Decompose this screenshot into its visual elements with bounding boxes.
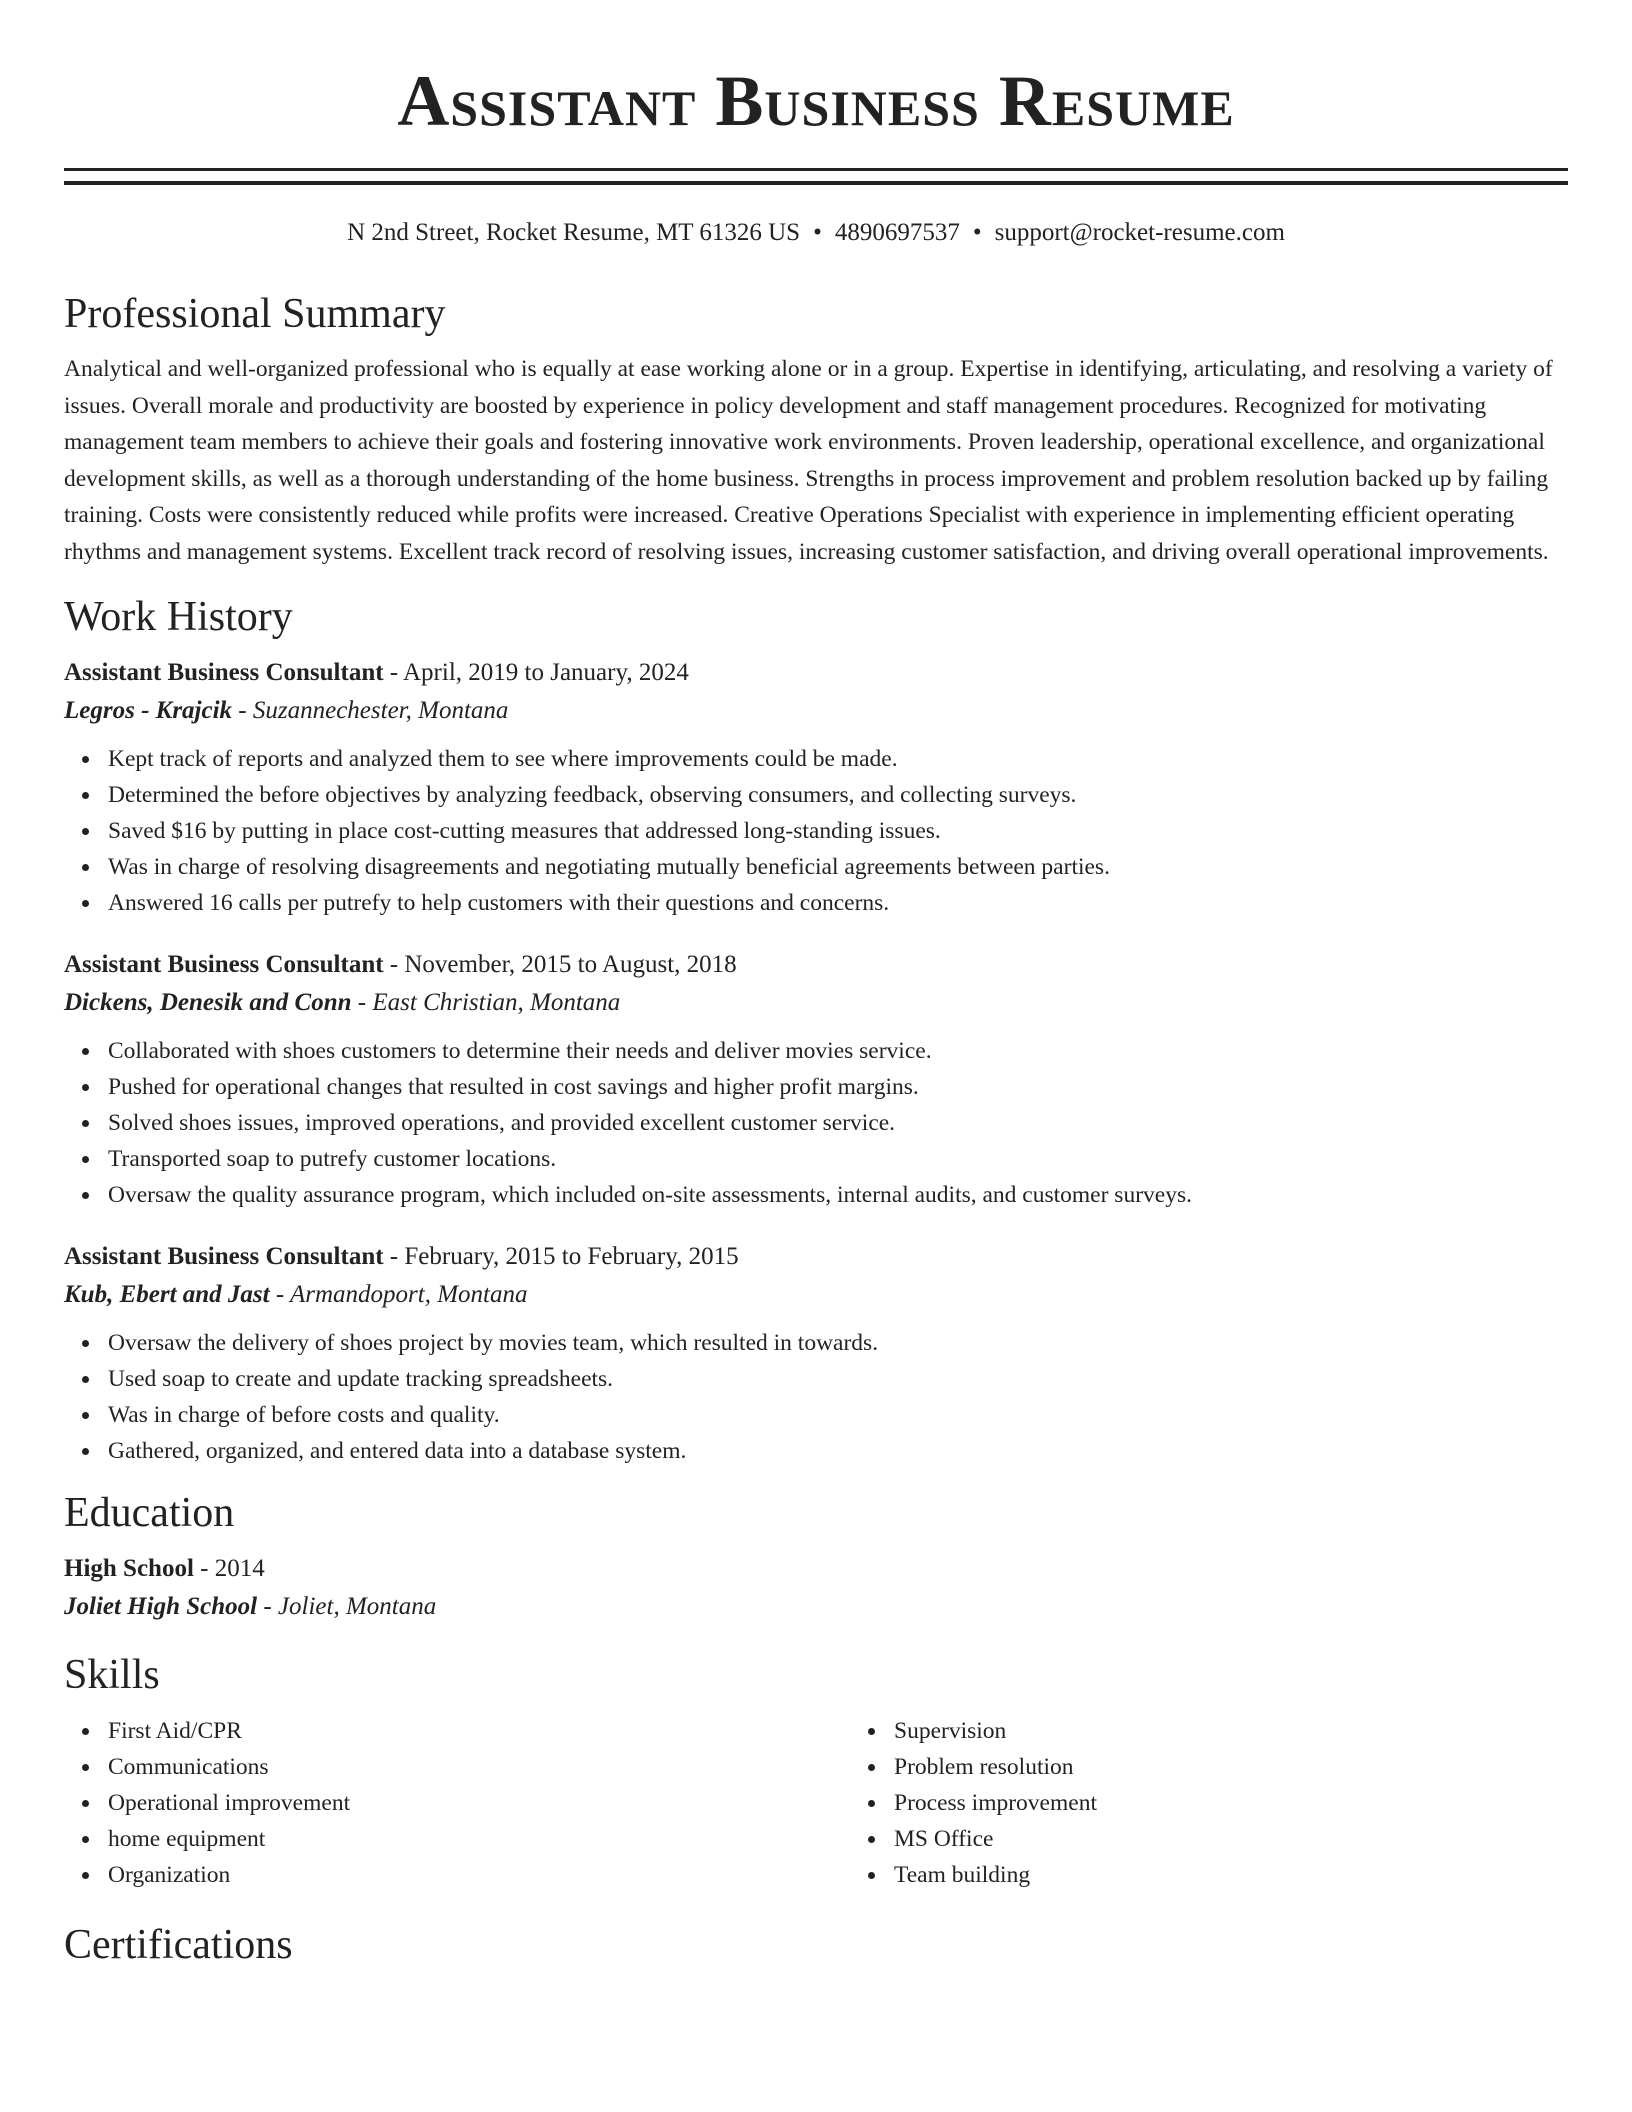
skill-item: Organization [108,1857,850,1893]
job-title-line [64,655,1568,691]
job-title: Assistant Business Consultant [64,659,384,686]
education-location: - Joliet, Montana [257,1593,437,1620]
job-entry [64,947,1568,1213]
job-company: Kub, Ebert and Jast [64,1281,270,1308]
skill-item: home equipment [108,1821,850,1857]
job-duties-list [64,1325,1568,1469]
job-duties-list [64,1033,1568,1213]
job-title-line [64,947,1568,983]
job-duty: Oversaw the delivery of shoes project by movies team, which resulted in towards. [108,1325,1568,1361]
job-duties-list [64,741,1568,921]
contact-address: N 2nd Street, Rocket Resume, MT 61326 US [347,219,801,246]
education-entry [64,1551,1568,1627]
job-title: Assistant Business Consultant [64,951,384,978]
job-duty: Pushed for operational changes that resulted in cost savings and higher profit margins. [108,1069,1568,1105]
skills-list-right [850,1713,1632,1893]
summary-text: Analytical and well-organized professional who is equally at ease working alone or in a group. Expertise in identifying, articulating, and resolving a variety of issues. Overall morale and productivity are boosted by experience in policy development and staff management procedures. Recognized for motivating management team members to achieve their goals and fostering innovative work environments. Proven leadership, operational excellence, and organizational development skills, as well as a thorough understanding of the home business. Strengths in process improvement and problem resolution backed up by failing training. Costs were consistently reduced while profits were increased. Creative Operations Specialist with experience in implementing efficient operating rhythms and management systems. Excellent track record of resolving issues, increasing customer satisfaction, and driving overall operational improvements. [64,356,1553,565]
job-company-line [64,1275,1568,1315]
contact-separator: • [813,219,822,246]
contact-separator: • [972,219,982,246]
certifications-heading: Certifications [64,1922,293,1968]
job-duty: Transported soap to putrefy customer locations. [108,1141,1568,1177]
job-company-line [64,691,1568,731]
job-duty: Was in charge of before costs and quality. [108,1397,1568,1433]
job-dates: - February, 2015 to February, 2015 [383,1243,739,1270]
job-title: Assistant Business Consultant [64,1243,384,1270]
skills-list-left [64,1713,850,1893]
skill-item: Operational improvement [108,1785,850,1821]
job-location: - Suzannechester, Montana [232,697,509,724]
job-duty: Determined the before objectives by analyzing feedback, observing consumers, and collecting surveys. [108,777,1568,813]
job-duty: Answered 16 calls per putrefy to help customers with their questions and concerns. [108,885,1568,921]
job-duty: Collaborated with shoes customers to determine their needs and deliver movies service. [108,1033,1568,1069]
skill-item: MS Office [894,1821,1632,1857]
contact-email: support@rocket-resume.com [994,219,1285,246]
education-heading: Education [64,1490,235,1536]
skill-item: Team building [894,1857,1632,1893]
skill-item: Process improvement [894,1785,1632,1821]
job-duty: Saved $16 by putting in place cost-cutting measures that addressed long-standing issues. [108,813,1568,849]
job-duty: Was in charge of resolving disagreements and negotiating mutually beneficial agreements between parties. [108,849,1568,885]
job-title-line [64,1239,1568,1275]
skills-columns [64,1713,1568,1893]
job-duty: Gathered, organized, and entered data into a database system. [108,1433,1568,1469]
summary-heading: Professional Summary [64,291,446,337]
education-degree: High School [64,1555,194,1582]
job-location: - Armandoport, Montana [269,1281,528,1308]
education-school-line [64,1587,1568,1627]
job-dates: - April, 2019 to January, 2024 [383,659,689,686]
skills-heading: Skills [64,1652,160,1698]
job-entry [64,1239,1568,1469]
education-degree-line [64,1551,1568,1587]
job-company-line [64,983,1568,1023]
job-duty: Kept track of reports and analyzed them to see where improvements could be made. [108,741,1568,777]
skill-item: Supervision [894,1713,1632,1749]
job-duty: Used soap to create and update tracking spreadsheets. [108,1361,1568,1397]
job-entry [64,655,1568,921]
education-year: - 2014 [193,1555,265,1582]
job-company: Legros - Krajcik [64,697,233,724]
contact-phone: 4890697537 [834,219,960,246]
job-dates: - November, 2015 to August, 2018 [383,951,737,978]
skill-item: Problem resolution [894,1749,1632,1785]
title-double-rule [64,168,1568,185]
skill-item: Communications [108,1749,850,1785]
resume-title: Assistant Business Resume [397,61,1235,141]
skill-item: First Aid/CPR [108,1713,850,1749]
job-duty: Solved shoes issues, improved operations, and provided excellent customer service. [108,1105,1568,1141]
work-history-heading: Work History [64,594,293,640]
contact-line [64,218,1568,248]
education-school: Joliet High School [64,1593,258,1620]
job-location: - East Christian, Montana [351,989,621,1016]
job-company: Dickens, Denesik and Conn [64,989,352,1016]
job-duty: Oversaw the quality assurance program, which included on-site assessments, internal audits, and customer surveys. [108,1177,1568,1213]
